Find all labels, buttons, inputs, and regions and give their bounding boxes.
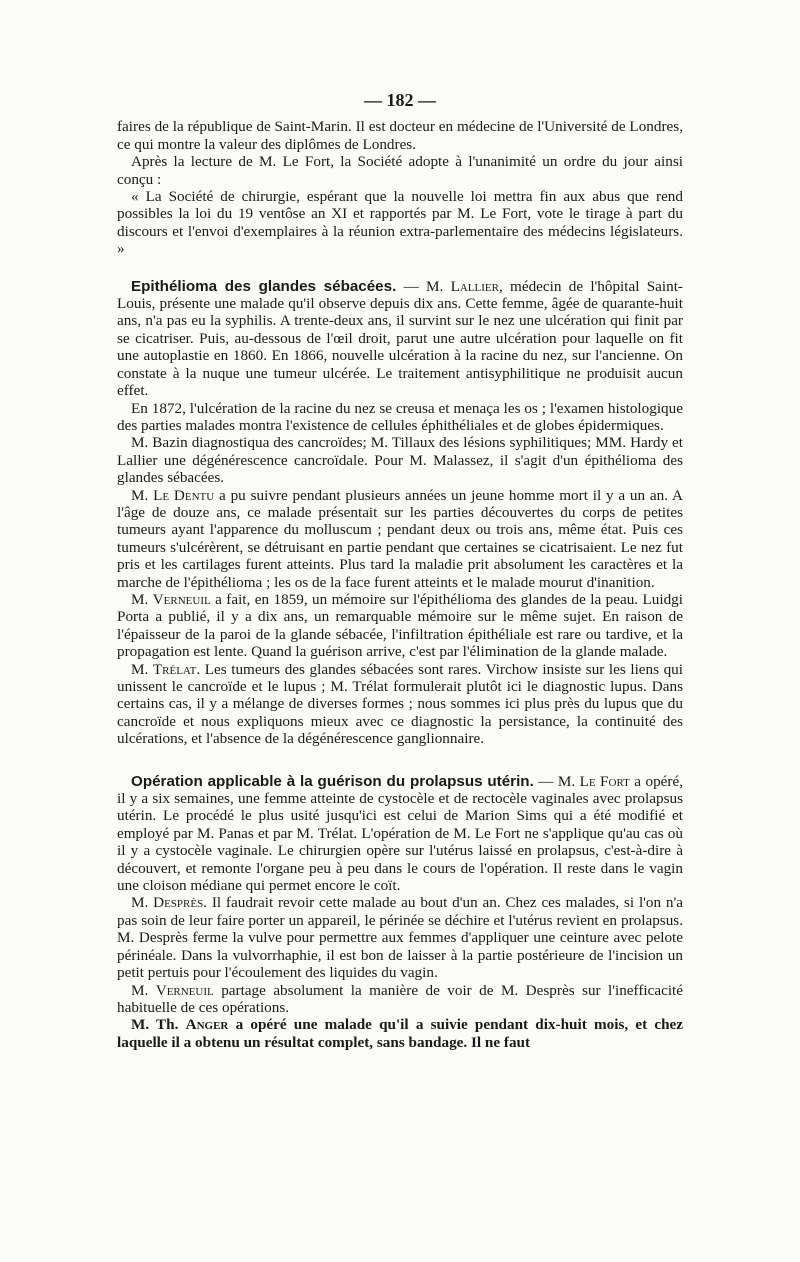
paragraph-order-of-day xyxy=(117,188,683,258)
paragraph-trelat xyxy=(117,661,683,748)
paragraph-lead: — M. xyxy=(396,277,451,295)
section-heading: Opération applicable à la guérison du prolapsus utérin. xyxy=(131,772,534,790)
paragraph-lead: M. xyxy=(131,894,154,912)
paragraph-lead: M. xyxy=(131,590,153,608)
paragraph-text: partage absolument la manière de voir de M. Desprès sur l'inefficacité habituelle de ces opérations. xyxy=(117,981,684,1016)
paragraph-text: . Il faudrait revoir cette malade au bout d'un an. Chez ces malades, si l'on n'a pas soin de leur faire porter un appareil, le périnée se déchire et l'utérus revient en prolapsus. M. Desprès ferme la vulve pour permettre aux femmes d'appliquer une ceinture avec pelote périnéale. Dans la vulvorrhaphie, il est bon de laisser à la partie postérieure de l'incision un petit pertuis pour l'écoulement des liquides du vagin. xyxy=(117,894,683,982)
speaker-name: Le Fort xyxy=(579,772,630,790)
paragraph-lead: M. xyxy=(131,981,156,999)
speaker-name: Le Dentu xyxy=(153,486,215,504)
page-number: — 182 — xyxy=(364,90,436,110)
section-gap xyxy=(117,748,683,773)
speaker-name: Lallier xyxy=(450,277,499,295)
paragraph-society-vote xyxy=(117,153,683,188)
paragraph-text: a pu suivre pendant plusieurs années un jeune homme mort il y a un an. A l'âge de douze ans, ce malade présentait sur les parties découvertes du corps de petites tumeurs ayant l'apparence du molluscum ; pendant deux ou trois ans, même état. Puis ces tumeurs s'ulcérèrent, se détruisant en partie pendant que certaines se cicatrisaient. Le nez fut pris et les cartilages furent atteints. Plus tard la maladie prit absolument les caractères et la marche de l'épithélioma ; les os de la face furent atteints et le malade mourut d'inanition. xyxy=(117,486,683,591)
paragraph-text: Après la lecture de M. Le Fort, la Société adopte à l'unanimité un ordre du jour ainsi conçu : xyxy=(117,153,683,188)
paragraph-despres xyxy=(117,894,683,981)
paragraph-lead: — M. xyxy=(533,772,580,790)
speaker-name: Verneuil xyxy=(152,590,211,608)
section-gap xyxy=(117,258,683,278)
section-epithelioma xyxy=(117,278,683,400)
section-prolapsus xyxy=(117,773,683,895)
paragraph-text: « La Société de chirurgie, espérant que la nouvelle loi mettra fin aux abus que rend possibles la loi du 19 ventôse an XI et rapportés par M. Le Fort, vote le tirage à part du discours et l'envoi d'exemplaires à la réunion extra-parlementaire des médecins législateurs. » xyxy=(117,188,683,258)
paragraph-text: . Les tumeurs des glandes sébacées sont rares. Virchow insiste sur les liens qui unissent le cancroïde et le lupus ; M. Trélat formulerait plutôt ici le diagnostic lupus. Dans certains cas, il y a mélange de diverses formes ; nous sommes ici plus près du lupus que du cancroïde et nous expliquons mieux avec ce diagnostic la persistance, la continuité des ulcérations, et l'absence de la dégénérescence ganglionnaire. xyxy=(117,660,683,748)
paragraph-le-dentu xyxy=(117,487,683,591)
paragraph-lead: M. Th. xyxy=(131,1016,186,1034)
document-page xyxy=(117,92,683,1051)
paragraph-continuation xyxy=(117,118,683,153)
paragraph-verneuil-2 xyxy=(117,982,683,1017)
paragraph-text: En 1872, l'ulcération de la racine du nez se creusa et menaça les os ; l'examen histologique des parties malades montra l'existence de cellules éphithéliales et de globes épidermiques. xyxy=(117,399,683,434)
paragraph-lead: M. xyxy=(131,660,153,678)
paragraph-diagnoses xyxy=(117,434,683,486)
paragraph-text: , médecin de l'hôpital Saint-Louis, présente une malade qu'il observe depuis dix ans. Cette femme, âgée de quarante-huit ans, n'a pas eu la syphilis. A trente-deux ans, il survint sur le nez une ulcération qui finit par se cicatriser. Puis, au-dessous de l'œil droit, parut une autre ulcération pour laquelle on fit une autoplastie en 1860. En 1866, nouvelle ulcération à la racine du nez, sur l'ancienne. On constate à la nuque une tumeur ulcérée. Le traitement antisyphilitique ne produisit aucun effet. xyxy=(117,277,683,400)
paragraph-anger xyxy=(117,1016,683,1051)
speaker-name: Trélat xyxy=(152,660,197,678)
paragraph-verneuil xyxy=(117,591,683,661)
paragraph-text: M. Bazin diagnostiqua des cancroïdes; M. Tillaux des lésions syphilitiques; MM. Hardy et Lallier une dégénérescence cancroïdale. Pour M. Malassez, il s'agit d'un épithélioma des glandes sébacées. xyxy=(117,434,683,487)
paragraph-text: faires de la république de Saint-Marin. Il est docteur en médecine de l'Université de Londres, ce qui montre la valeur des diplômes de Londres. xyxy=(117,118,683,153)
speaker-name: Verneuil xyxy=(155,981,214,999)
paragraph-text: a fait, en 1859, un mémoire sur l'épithélioma des glandes de la peau. Luidgi Porta a publié, il y a dix ans, un remarquable mémoire sur le même sujet. En raison de l'épaisseur de la paroi de la glande sébacée, l'infiltration épithéliale est rare ou tardive, et la propagation est lente. Quand la guérison arrive, c'est par l'élimination de la glande malade. xyxy=(117,590,683,661)
paragraph-lead: M. xyxy=(131,486,154,504)
speaker-name: Desprès xyxy=(153,894,204,912)
paragraph-1872 xyxy=(117,400,683,435)
section-heading: Epithélioma des glandes sébacées. xyxy=(131,277,397,295)
speaker-name: Anger xyxy=(185,1016,229,1034)
paragraph-text: a opéré, il y a six semaines, une femme atteinte de cystocèle et de rectocèle vaginales avec prolapsus utérin. Le procédé le plus usité jusqu'ici est celui de Marion Sims qui a été modifié et employé par M. Panas et par M. Trélat. L'opération de M. Le Fort ne s'applique qu'au cas où il y a cystocèle vaginale. Le chirurgien opère sur l'utérus laissé en prolapsus, c'est-à-dire à découvert, et remonte l'organe peu à peu dans le cours de l'opération. Il reste dans le vagin une cloison médiane qui permet encore le coït. xyxy=(117,772,683,895)
paragraph-text: a opéré une malade qu'il a suivie pendant dix-huit mois, et chez laquelle il a obtenu un résultat complet, sans bandage. Il ne faut xyxy=(117,1016,683,1051)
